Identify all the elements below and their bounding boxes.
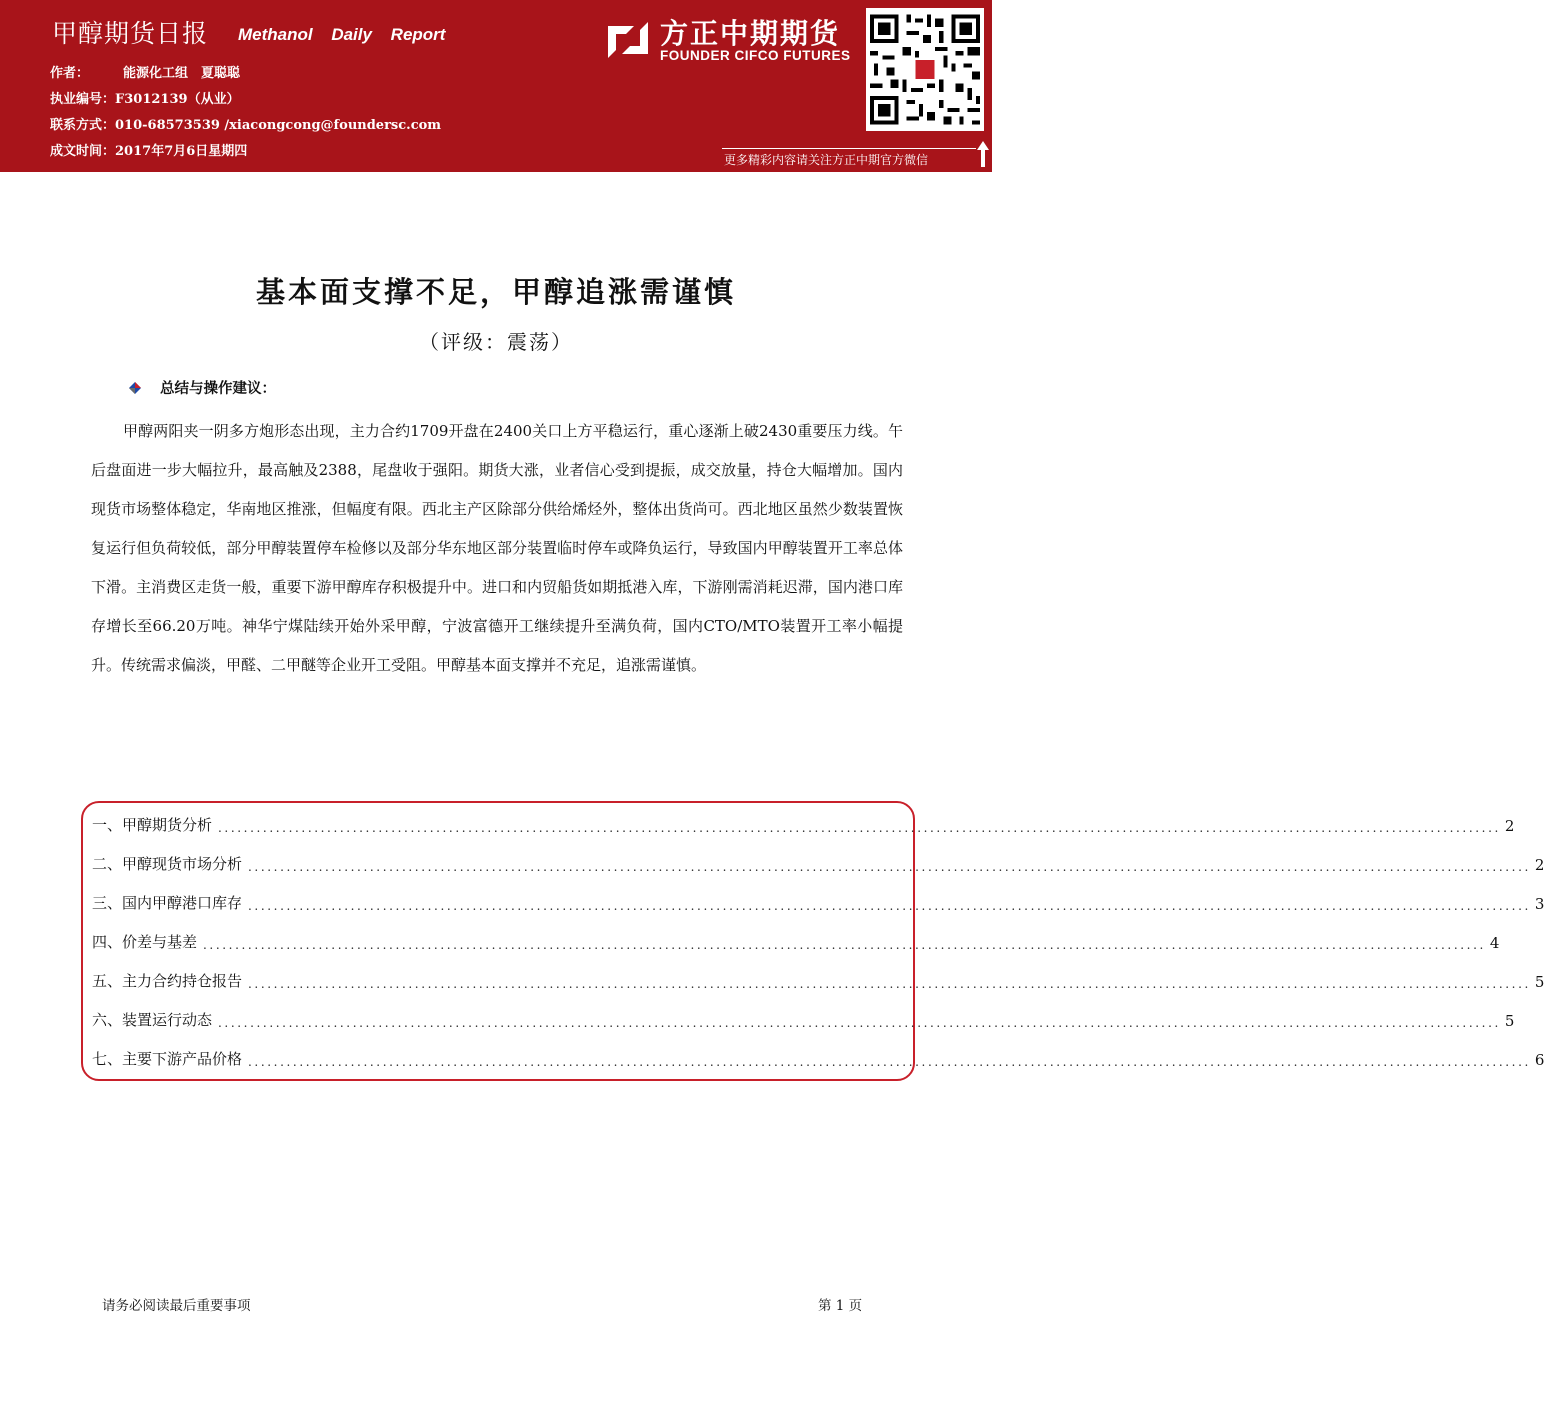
report-title: 基本面支撑不足，甲醇追涨需谨慎 — [255, 275, 736, 309]
report-series-title-en: Methanol Daily Report — [238, 25, 446, 44]
toc-entry-label: 七、主要下游产品价格 — [92, 1050, 243, 1068]
toc-entry-label: 三、国内甲醇港口库存 — [92, 894, 243, 912]
author-value: 能源化工组 夏聪聪 — [123, 66, 241, 81]
toc-entry-label: 二、甲醇现货市场分析 — [92, 855, 243, 873]
brand-logo-icon — [604, 18, 652, 62]
diamond-bullet-icon — [128, 381, 142, 395]
license-line — [50, 88, 240, 107]
toc-entry[interactable] — [92, 1045, 1544, 1069]
toc-entry[interactable] — [92, 928, 1500, 952]
toc-entry-label: 四、价差与基差 — [92, 933, 198, 951]
contact-value: 010-68573539 /xiacongcong@foundersc.com — [115, 118, 442, 133]
brand-name-cn: 方正中期期货 — [660, 17, 841, 50]
brand-name-en: FOUNDER CIFCO FUTURES — [660, 48, 851, 63]
toc-leader-dots: ........................................................................................................................................................................................................ — [248, 860, 1531, 874]
license-value: F3012139（从业） — [115, 92, 240, 107]
qr-code-icon — [866, 8, 984, 131]
toc-entry-page: 5 — [1504, 1012, 1515, 1030]
toc-leader-dots: ........................................................................................................................................................................................................ — [218, 1016, 1501, 1030]
header-banner — [0, 0, 992, 172]
toc-entry-label: 六、装置运行动态 — [92, 1011, 213, 1029]
report-rating: （评级：震荡） — [419, 330, 573, 354]
toc-entry[interactable] — [92, 967, 1544, 991]
follow-notice: 更多精彩内容请关注方正中期官方微信 — [724, 153, 929, 167]
table-of-contents — [81, 801, 1544, 1081]
toc-entry-page: 3 — [1534, 895, 1544, 913]
toc-entry[interactable] — [92, 811, 1515, 835]
contact-line — [50, 114, 441, 133]
section-heading-text: 总结与操作建议： — [160, 381, 276, 397]
footer-notice: 请务必阅读最后重要事项 — [102, 1298, 251, 1314]
date-label: 成文时间： — [50, 144, 116, 159]
toc-entry-label: 一、甲醇期货分析 — [92, 816, 213, 834]
summary-paragraph: 甲醇两阳夹一阴多方炮形态出现，主力合约1709开盘在2400关口上方平稳运行，重心逐渐上破2430重要压力线。午后盘面进一步大幅拉升，最高触及2388，尾盘收于强阳。期货大涨，业者信心受到提振，成交放量，持仓大幅增加。国内现货市场整体稳定，华南地区推涨，但幅度有限。西北主产区除部分供给烯烃外，整体出货尚可。西北地区虽然少数装置恢复运行但负荷较低，部分甲醇装置停车检修以及部分华东地区部分装置临时停车或降负运行，导致国内甲醇装置开工率总体下滑。主消费区走货一般，重要下游甲醇库存积极提升中。进口和内贸船货如期抵港入库，下游刚需消耗迟滞，国内港口库存增长至66.20万吨。神华宁煤陆续开始外采甲醇，宁波富德开工继续提升至满负荷，国内CTO/MTO装置开工率小幅提升。传统需求偏淡，甲醛、二甲醚等企业开工受阻。甲醇基本面支撑并不充足，追涨需谨慎。 — [91, 422, 903, 674]
report-series-title: 甲醇期货日报 — [52, 19, 209, 48]
toc-entry-label: 五、主力合约持仓报告 — [92, 972, 243, 990]
section-heading — [128, 377, 276, 398]
license-label: 执业编号： — [50, 92, 116, 107]
date-value: 2017年7月6日星期四 — [115, 144, 248, 159]
date-line — [50, 140, 247, 159]
up-arrow-icon — [976, 140, 990, 168]
author-label: 作者： — [50, 66, 90, 81]
toc-entry-page: 6 — [1534, 1051, 1544, 1069]
toc-leader-dots: ........................................................................................................................................................................................................ — [248, 899, 1531, 913]
toc-entry-page: 2 — [1504, 817, 1515, 835]
toc-leader-dots: ........................................................................................................................................................................................................ — [248, 977, 1531, 991]
contact-label: 联系方式： — [50, 118, 116, 133]
toc-entry-page: 5 — [1534, 973, 1544, 991]
banner-divider — [722, 148, 976, 149]
toc-leader-dots: ........................................................................................................................................................................................................ — [218, 821, 1501, 835]
author-line — [50, 62, 240, 81]
toc-leader-dots: ........................................................................................................................................................................................................ — [203, 938, 1486, 952]
toc-entry[interactable] — [92, 1006, 1515, 1030]
toc-entry[interactable] — [92, 889, 1544, 913]
footer-page-number: 第 1 页 — [818, 1298, 863, 1314]
toc-entry-page: 2 — [1534, 856, 1544, 874]
toc-leader-dots: ........................................................................................................................................................................................................ — [248, 1055, 1531, 1069]
toc-entry[interactable] — [92, 850, 1544, 874]
toc-entry-page: 4 — [1489, 934, 1500, 952]
